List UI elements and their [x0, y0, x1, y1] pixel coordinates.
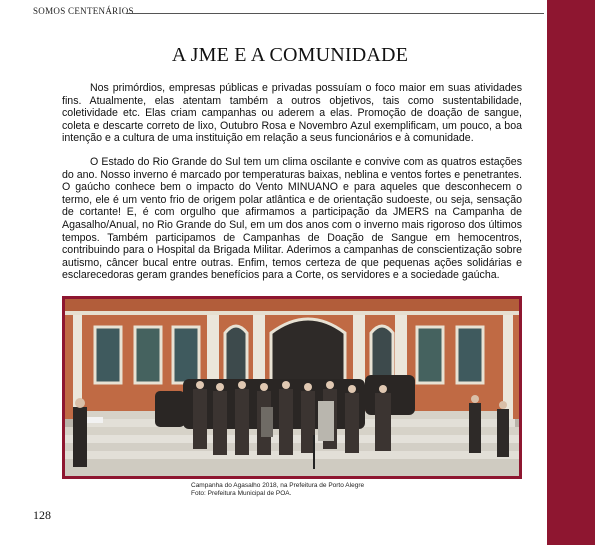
photo-caption-line-1: Campanha do Agasalho 2018, na Prefeitura de Porto Alegre: [191, 482, 365, 489]
paragraph-1: Nos primórdios, empresas públicas e privadas possuíam o foco maior em suas atividades fins. Atualmente, elas atentam também a outros objetivos, tais como sustentabilidade, coletividade etc. Elas criam campanhas ou aderem a elas. Promoção de doação de sangue, coleta e descarte correto de lixo, Outubro Rosa e Novembro Azul exemplificam, um pouco, a boa intenção e a cultura de uma instituição em relação a seus funcionários e à comunidade.: [62, 82, 522, 145]
photo-caption-line-2: Foto: Prefeitura Municipal de POA.: [191, 490, 292, 497]
paragraph-2: O Estado do Rio Grande do Sul tem um clima oscilante e convive com as quatros estações do ano. Nosso inverno é marcado por temperaturas baixas, neblina e ventos fortes e penetrantes. O gaúcho conhece bem o impacto do Vento MINUANO e para aqueles que desconhecem o termo, ele é um vento frio de origem polar atlântica e de orientação sudoeste, ou seja, sensação de cortante! E, é com orgulho que afirmamos a participação da JMERS na Campanha de Agasalho/Anual, no Rio Grande do Sul, em um dos anos com o inverno mais rigoroso dos últimos tempos. Também participamos de Campanhas de Doação de Sangue em hemocentros, contribuindo para o Hospital da Brigada Militar. Aderimos a campanhas de conscientização sobre autismo, câncer bucal entre outras. Enfim, temos certeza de que pequenas ações solidárias e esclarecedoras geram grandes benefícios para a Corte, os servidores e a sociedade gaúcha.: [62, 155, 522, 282]
photo-frame: [62, 296, 522, 479]
header-rule: [126, 13, 544, 14]
section-header-label: SOMOS CENTENÁRIOS: [33, 6, 134, 16]
photo-city-hall-group: [65, 299, 519, 476]
side-accent-bar: [547, 0, 595, 545]
page-number: 128: [33, 508, 51, 522]
page-title: A JME E A COMUNIDADE: [171, 44, 409, 66]
photo-caption: [191, 482, 364, 498]
body-text: [62, 82, 522, 293]
